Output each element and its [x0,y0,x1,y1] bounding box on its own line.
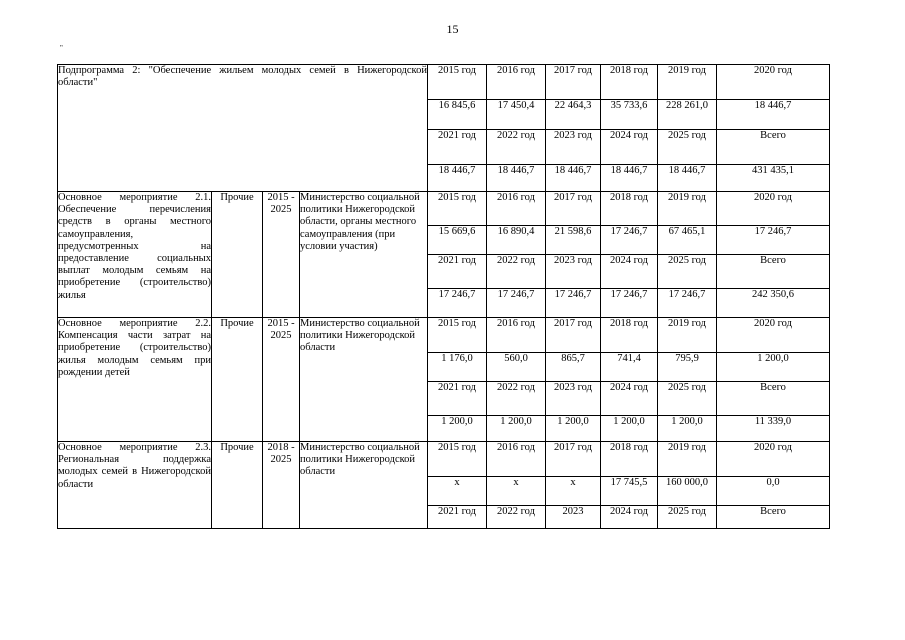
value-cell: 17 246,7 [658,289,717,318]
year-cell: 2018 год [601,65,658,100]
value-cell: 0,0 [717,477,830,506]
value-cell: 1 200,0 [717,353,830,382]
year-cell: 2015 год [428,318,487,353]
year-cell: 2017 год [546,318,601,353]
value-cell: 17 745,5 [601,477,658,506]
year-cell: Всего [717,506,830,529]
value-cell: 1 200,0 [658,416,717,442]
value-cell: 11 339,0 [717,416,830,442]
value-cell: 17 246,7 [428,289,487,318]
value-cell: 17 246,7 [717,226,830,255]
value-cell: 17 450,4 [487,100,546,130]
year-cell: 2021 год [428,255,487,289]
year-cell: 2018 год [601,192,658,226]
value-cell: 1 200,0 [546,416,601,442]
activity-ministry: Министерство социальной политики Нижегородской области [300,442,428,529]
year-cell: 2024 год [601,255,658,289]
subprogram-title: Подпрограмма 2: "Обеспечение жильем молодых семей в Нижегородской области" [58,65,428,192]
value-cell: 22 464,3 [546,100,601,130]
year-cell: 2015 год [428,192,487,226]
activity-executor: Прочие [212,192,263,318]
activity-executor: Прочие [212,318,263,442]
value-cell: 17 246,7 [487,289,546,318]
year-cell: 2023 год [546,255,601,289]
value-cell: 18 446,7 [487,165,546,192]
year-cell: 2016 год [487,65,546,100]
value-cell: 18 446,7 [601,165,658,192]
year-cell: 2019 год [658,318,717,353]
year-cell: 2016 год [487,442,546,477]
value-cell: 21 598,6 [546,226,601,255]
year-cell: 2024 год [601,382,658,416]
year-cell: 2025 год [658,255,717,289]
value-cell: x [428,477,487,506]
year-cell: 2022 год [487,506,546,529]
year-cell: Всего [717,130,830,165]
activity-ministry: Министерство социальной политики Нижегородской области, органы местного самоуправления (при условии участия) [300,192,428,318]
year-cell: 2023 год [546,382,601,416]
year-cell: 2022 год [487,382,546,416]
value-cell: 1 200,0 [487,416,546,442]
value-cell: 17 246,7 [546,289,601,318]
value-cell: 16 890,4 [487,226,546,255]
year-cell: 2023 год [546,130,601,165]
year-cell: 2018 год [601,442,658,477]
quote-mark: " [60,44,63,52]
year-cell: 2025 год [658,382,717,416]
year-cell: 2021 год [428,506,487,529]
value-cell: 560,0 [487,353,546,382]
year-cell: 2024 год [601,130,658,165]
activity-period: 2015 - 2025 [263,192,300,318]
value-cell: 35 733,6 [601,100,658,130]
year-cell: 2020 год [717,192,830,226]
year-cell: 2025 год [658,130,717,165]
year-cell: 2017 год [546,65,601,100]
year-cell: 2021 год [428,382,487,416]
activity-executor: Прочие [212,442,263,529]
activity-2-1-years-row-a [58,192,830,226]
activity-description: Основное мероприятие 2.2. Компенсация части затрат на приобретение (строительство) жилья молодым семьям при рождении детей [58,318,212,442]
year-cell: 2017 год [546,442,601,477]
value-cell: 18 446,7 [717,100,830,130]
year-cell: 2021 год [428,130,487,165]
value-cell: 16 845,6 [428,100,487,130]
value-cell: 18 446,7 [658,165,717,192]
year-cell: 2016 год [487,318,546,353]
activity-ministry: Министерство социальной политики Нижегородской области [300,318,428,442]
budget-table [57,64,830,529]
value-cell: 242 350,6 [717,289,830,318]
year-cell: 2023 [546,506,601,529]
value-cell: 67 465,1 [658,226,717,255]
year-cell: 2015 год [428,65,487,100]
year-cell: 2018 год [601,318,658,353]
value-cell: 160 000,0 [658,477,717,506]
year-cell: 2025 год [658,506,717,529]
activity-2-3-years-row-a [58,442,830,477]
value-cell: 228 261,0 [658,100,717,130]
year-cell: 2019 год [658,442,717,477]
year-cell: 2024 год [601,506,658,529]
value-cell: 1 176,0 [428,353,487,382]
value-cell: 17 246,7 [601,289,658,318]
value-cell: 795,9 [658,353,717,382]
activity-period: 2018 - 2025 [263,442,300,529]
value-cell: 18 446,7 [546,165,601,192]
activity-description: Основное мероприятие 2.1. Обеспечение перечисления средств в органы местного самоуправления, предусмотренных на предоставление социальных выплат молодым семьям на приобретение (строительство) жилья [58,192,212,318]
value-cell: 865,7 [546,353,601,382]
value-cell: x [487,477,546,506]
year-cell: 2019 год [658,65,717,100]
year-cell: 2020 год [717,442,830,477]
year-cell: 2016 год [487,192,546,226]
year-cell: 2022 год [487,255,546,289]
value-cell: 741,4 [601,353,658,382]
page-number: 15 [446,22,459,36]
year-cell: 2022 год [487,130,546,165]
value-cell: 18 446,7 [428,165,487,192]
year-cell: Всего [717,382,830,416]
value-cell: x [546,477,601,506]
subprogram-years-row-a [58,65,830,100]
year-cell: Всего [717,255,830,289]
year-cell: 2020 год [717,65,830,100]
value-cell: 15 669,6 [428,226,487,255]
value-cell: 17 246,7 [601,226,658,255]
year-cell: 2020 год [717,318,830,353]
year-cell: 2019 год [658,192,717,226]
year-cell: 2015 год [428,442,487,477]
value-cell: 1 200,0 [428,416,487,442]
value-cell: 431 435,1 [717,165,830,192]
value-cell: 1 200,0 [601,416,658,442]
activity-2-2-years-row-a [58,318,830,353]
activity-description: Основное мероприятие 2.3. Региональная поддержка молодых семей в Нижегородской области [58,442,212,529]
year-cell: 2017 год [546,192,601,226]
activity-period: 2015 - 2025 [263,318,300,442]
